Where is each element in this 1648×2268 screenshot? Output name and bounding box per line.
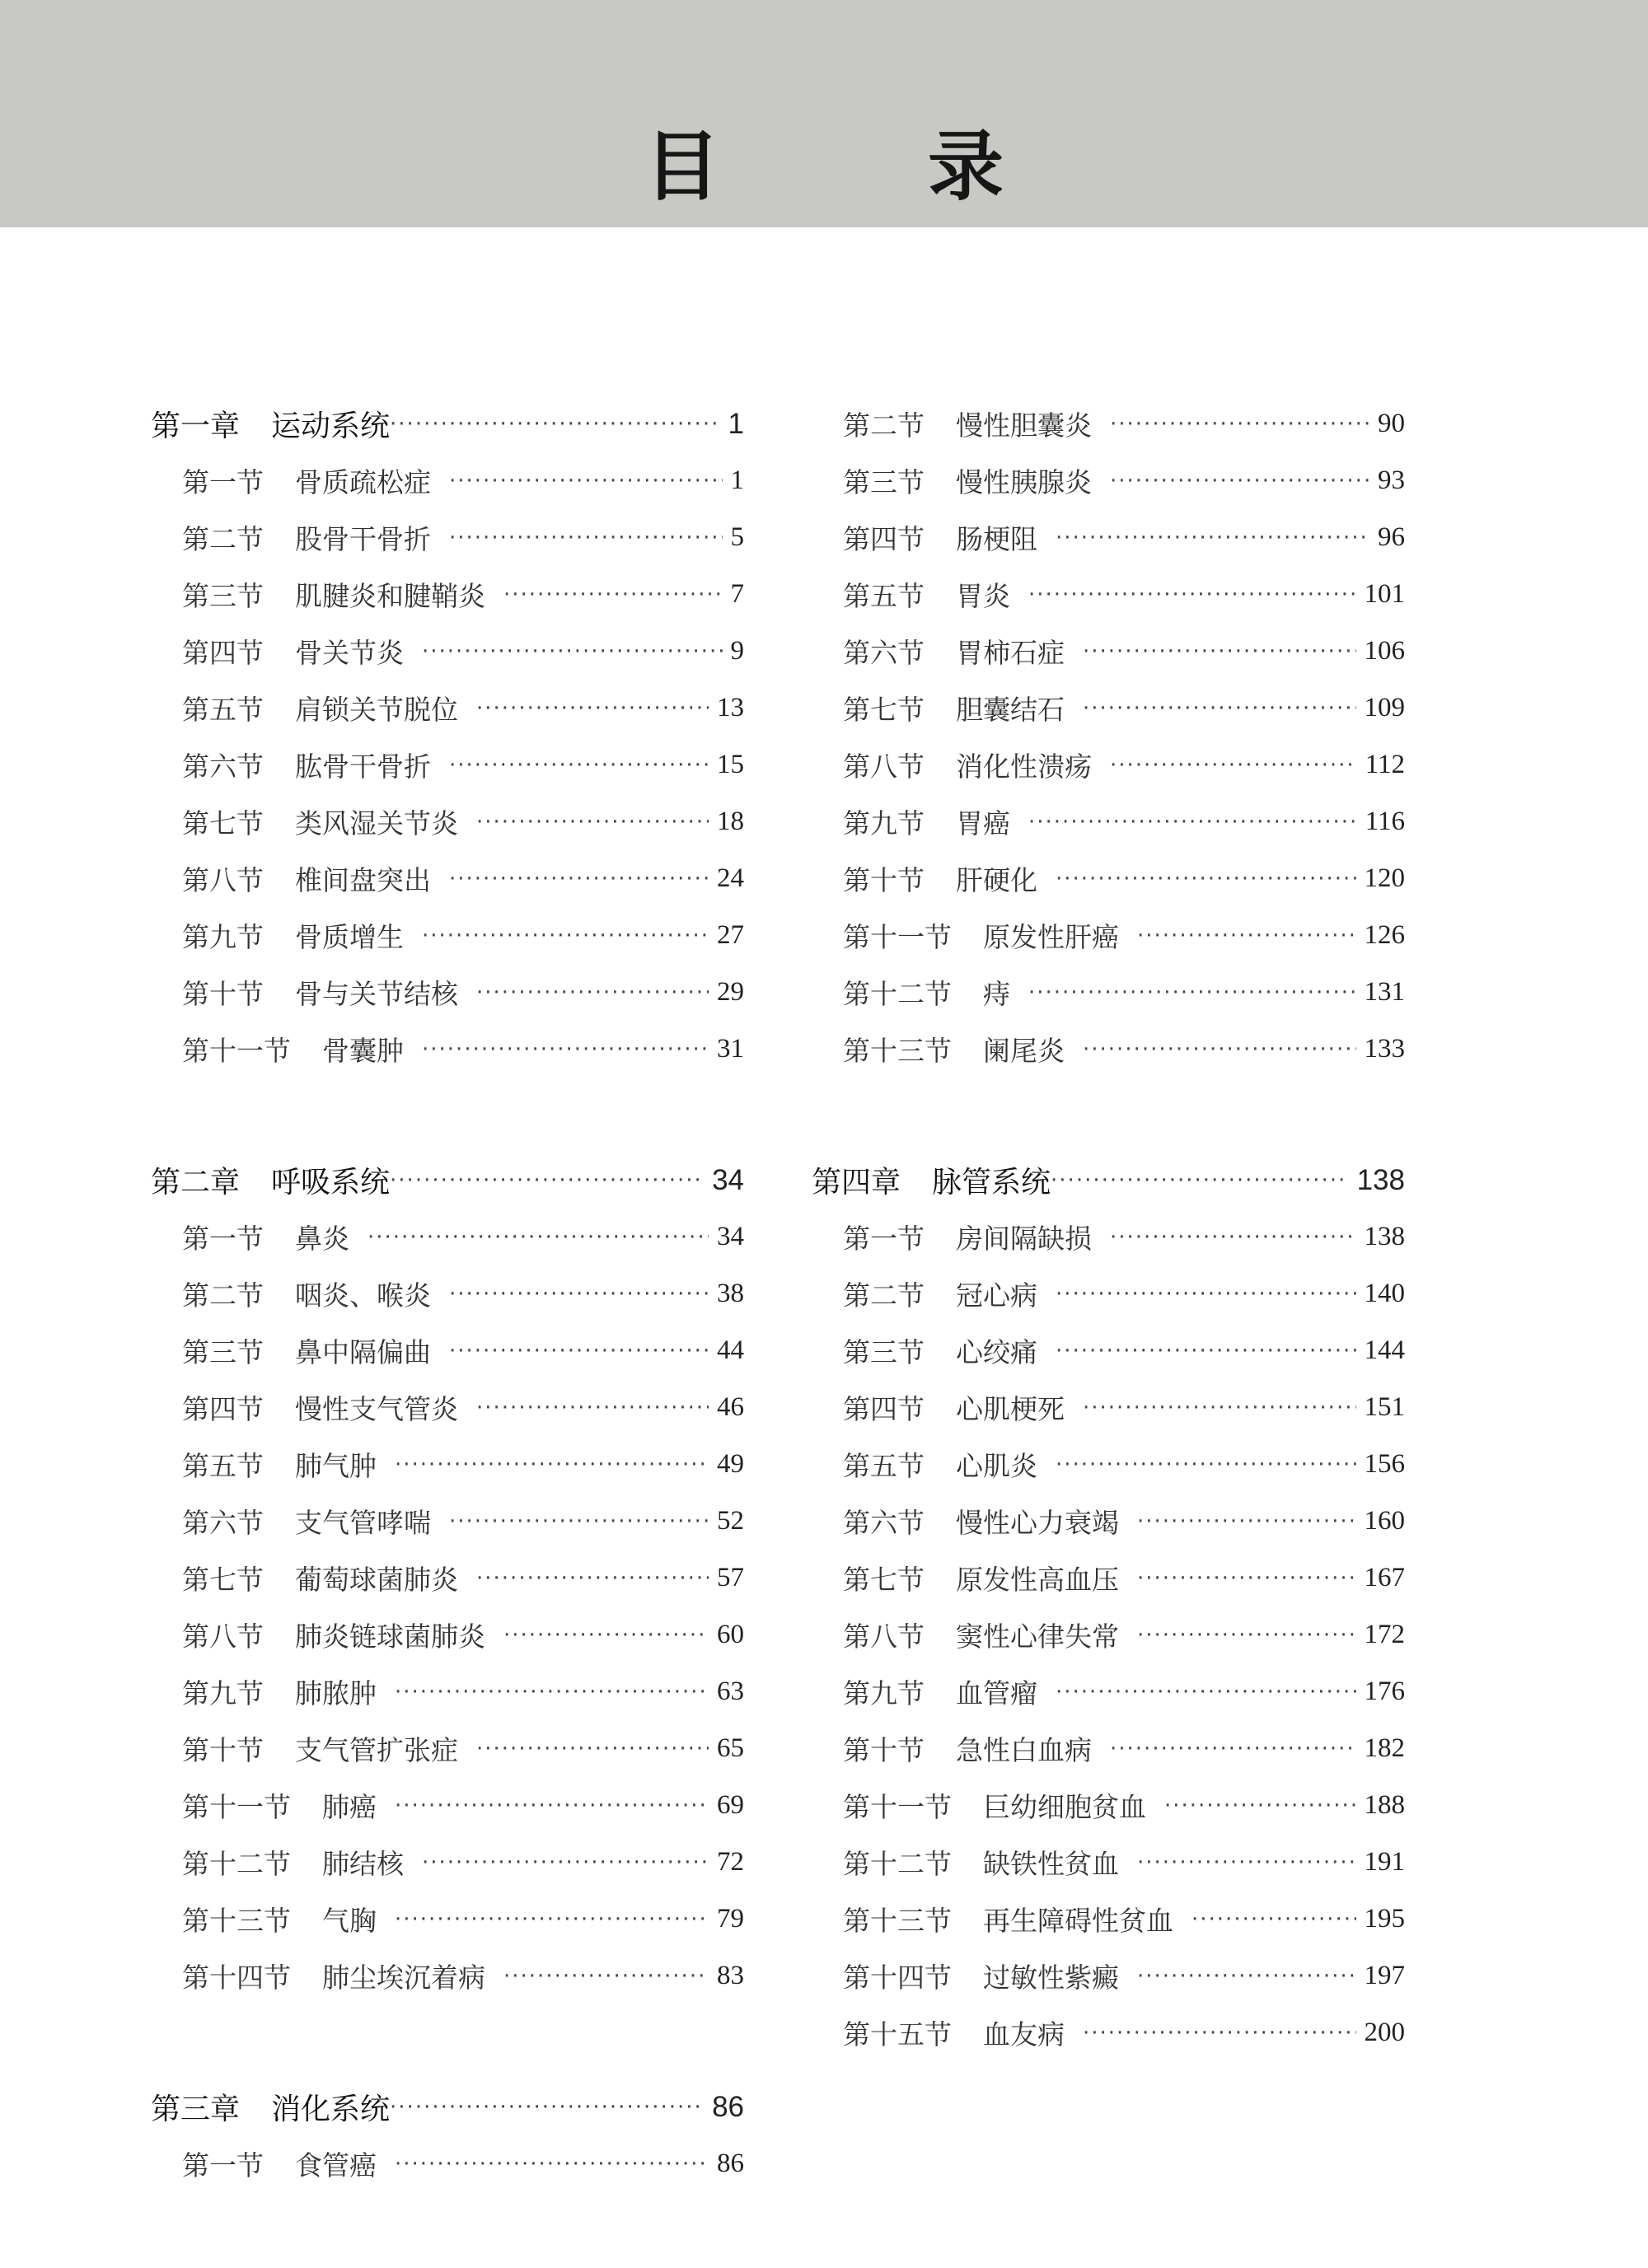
leader-dots: [449, 1282, 709, 1307]
toc-section[interactable]: [151, 1663, 744, 1720]
toc-section[interactable]: [151, 907, 744, 964]
entry-number: 第二节: [843, 1279, 925, 1312]
page-number: 109: [1364, 693, 1405, 722]
leader-dots: [1137, 1623, 1356, 1648]
entry-number: 第三章: [151, 2093, 241, 2126]
entry-number: 第八节: [182, 1620, 264, 1653]
toc-section[interactable]: [151, 1322, 744, 1379]
page-number: 83: [717, 1961, 744, 1990]
entry-number: 第三节: [182, 580, 264, 612]
entry-title: 慢性胆囊炎: [956, 409, 1092, 442]
page-number: 120: [1364, 863, 1405, 893]
toc-section[interactable]: [812, 964, 1405, 1021]
entry-title: 阑尾炎: [983, 1035, 1065, 1067]
entry-title: 鼻中隔偏曲: [295, 1336, 431, 1368]
page-number: 133: [1364, 1034, 1405, 1064]
entry-number: 第八节: [843, 1620, 925, 1653]
entry-title: 冠心病: [956, 1279, 1037, 1312]
page-number: 52: [717, 1506, 744, 1536]
entry-number: 第十一节: [182, 1791, 291, 1823]
entry-title: 窦性心律失常: [956, 1620, 1119, 1653]
entry-number: 第三节: [843, 1336, 925, 1368]
page-number: 65: [717, 1733, 744, 1763]
toc-section[interactable]: [151, 1720, 744, 1777]
leader-dots: [422, 1850, 709, 1875]
entry-title: 食管癌: [295, 2149, 377, 2181]
toc-section[interactable]: [812, 1663, 1405, 1720]
entry-number: 第二节: [182, 1279, 264, 1312]
entry-title: 胆囊结石: [956, 694, 1065, 726]
entry-title: 肺结核: [322, 1848, 404, 1880]
entry-title: 股骨干骨折: [295, 523, 431, 555]
leader-dots: [395, 1452, 709, 1477]
toc-section[interactable]: [812, 1493, 1405, 1550]
toc-section[interactable]: [812, 793, 1405, 850]
leader-dots: [1110, 1737, 1356, 1761]
leader-dots: [395, 1680, 709, 1705]
page-number: 29: [717, 977, 744, 1007]
entry-title: 心绞痛: [956, 1336, 1037, 1368]
entry-number: 第九节: [843, 807, 925, 839]
leader-dots: [449, 1509, 709, 1534]
toc-section[interactable]: [151, 793, 744, 850]
toc-section[interactable]: [812, 452, 1405, 509]
entry-title: 鼻炎: [295, 1223, 349, 1255]
entry-title: 房间隔缺损: [956, 1223, 1092, 1255]
page-number: 46: [717, 1392, 744, 1422]
entry-title: 原发性高血压: [956, 1564, 1119, 1596]
toc-section[interactable]: [151, 1777, 744, 1834]
spacer: [812, 1078, 1405, 1152]
toc-section[interactable]: [151, 452, 744, 509]
leader-dots: [476, 980, 709, 1005]
entry-title: 运动系统: [271, 409, 391, 443]
page-number: 160: [1364, 1506, 1405, 1536]
leader-dots: [1083, 639, 1356, 664]
leader-dots: [1028, 980, 1356, 1005]
entry-title: 骨质疏松症: [295, 466, 431, 498]
toc-section[interactable]: [151, 850, 744, 907]
toc-right-column: [812, 395, 1405, 2061]
leader-dots: [390, 2095, 700, 2120]
entry-title: 肺炎链球菌肺炎: [295, 1620, 485, 1653]
toc-section[interactable]: [812, 1777, 1405, 1834]
toc-section[interactable]: [151, 964, 744, 1021]
toc-section[interactable]: [812, 566, 1405, 623]
leader-dots: [390, 412, 717, 437]
entry-number: 第四节: [182, 1393, 264, 1425]
entry-title: 肱骨干骨折: [295, 751, 431, 783]
page-number: 90: [1378, 409, 1405, 438]
page-number: 86: [712, 2090, 744, 2123]
entry-title: 血管瘤: [956, 1677, 1037, 1709]
page-number: 79: [717, 1904, 744, 1934]
leader-dots: [1056, 1452, 1356, 1477]
toc-section[interactable]: [812, 1265, 1405, 1322]
entry-number: 第七节: [843, 1564, 925, 1596]
entry-title: 胃柿石症: [956, 637, 1065, 669]
leader-dots: [1110, 412, 1369, 437]
page-number: 101: [1364, 579, 1405, 609]
entry-title: 再生障碍性贫血: [983, 1905, 1173, 1937]
entry-number: 第十节: [182, 1734, 264, 1766]
entry-title: 过敏性紫癜: [983, 1962, 1119, 1994]
entry-title: 肺尘埃沉着病: [322, 1962, 485, 1994]
toc-section[interactable]: [151, 1948, 744, 2004]
leader-dots: [422, 924, 709, 948]
toc-section[interactable]: [812, 623, 1405, 680]
page-number: 49: [717, 1449, 744, 1479]
leader-dots: [1137, 1850, 1356, 1875]
leader-dots: [503, 582, 723, 607]
page-number: 69: [717, 1790, 744, 1820]
entry-title: 心肌梗死: [956, 1393, 1065, 1425]
entry-number: 第二节: [182, 523, 264, 555]
entry-title: 慢性胰腺炎: [956, 466, 1092, 498]
toc-section[interactable]: [151, 1436, 744, 1493]
page-title: 目 录: [644, 123, 1070, 211]
leader-dots: [449, 469, 723, 493]
entry-title: 骨与关节结核: [295, 978, 458, 1010]
entry-number: 第六节: [843, 637, 925, 669]
leader-dots: [449, 1339, 709, 1363]
leader-dots: [1083, 2021, 1356, 2046]
toc-section[interactable]: [151, 737, 744, 793]
toc-section[interactable]: [812, 1834, 1405, 1891]
entry-title: 肩锁关节脱位: [295, 694, 458, 726]
entry-title: 呼吸系统: [271, 1166, 391, 1199]
entry-title: 肺癌: [322, 1791, 377, 1823]
toc-section[interactable]: [151, 1209, 744, 1265]
toc-section[interactable]: [812, 395, 1405, 452]
page-number: 86: [717, 2149, 744, 2178]
entry-title: 缺铁性贫血: [983, 1848, 1119, 1880]
toc-section[interactable]: [812, 1720, 1405, 1777]
leader-dots: [1164, 1793, 1356, 1818]
entry-number: 第十四节: [182, 1962, 291, 1994]
entry-title: 椎间盘突出: [295, 864, 431, 896]
toc-chapter[interactable]: [151, 1152, 744, 1209]
leader-dots: [449, 526, 723, 550]
entry-number: 第十节: [182, 978, 264, 1010]
leader-dots: [1028, 810, 1357, 835]
toc-section[interactable]: [812, 1209, 1405, 1265]
entry-number: 第九节: [843, 1677, 925, 1709]
entry-number: 第四节: [182, 637, 264, 669]
entry-number: 第十三节: [843, 1035, 952, 1067]
entry-title: 原发性肝癌: [983, 921, 1119, 953]
entry-number: 第五节: [182, 1450, 264, 1482]
entry-number: 第一节: [182, 2149, 264, 2181]
page-number: 44: [717, 1335, 744, 1365]
toc-section[interactable]: [151, 1834, 744, 1891]
page-number: 182: [1364, 1733, 1405, 1763]
leader-dots: [1083, 696, 1356, 721]
leader-dots: [1192, 1907, 1356, 1932]
toc-chapter[interactable]: [151, 395, 744, 452]
entry-number: 第十三节: [843, 1905, 952, 1937]
leader-dots: [395, 1907, 709, 1932]
entry-number: 第一节: [843, 1223, 925, 1255]
entry-title: 骨质增生: [295, 921, 404, 953]
entry-number: 第八节: [182, 864, 264, 896]
page-number: 13: [717, 693, 744, 722]
entry-number: 第三节: [182, 1336, 264, 1368]
entry-number: 第六节: [843, 1507, 925, 1539]
entry-title: 急性白血病: [956, 1734, 1092, 1766]
page-number: 191: [1364, 1847, 1405, 1877]
toc-section[interactable]: [812, 509, 1405, 566]
toc-chapter[interactable]: [151, 2079, 744, 2135]
page-number: 112: [1365, 750, 1405, 779]
page-number: 60: [717, 1620, 744, 1649]
page-number: 72: [717, 1847, 744, 1877]
page-number: 195: [1364, 1904, 1405, 1934]
entry-title: 支气管扩张症: [295, 1734, 458, 1766]
page-number: 156: [1364, 1449, 1405, 1479]
entry-number: 第十节: [843, 1734, 925, 1766]
page-number: 96: [1378, 522, 1405, 552]
entry-number: 第二章: [151, 1166, 241, 1199]
leader-dots: [1028, 582, 1356, 607]
spacer: [151, 1078, 744, 1152]
entry-number: 第八节: [843, 751, 925, 783]
page-number: 138: [1364, 1222, 1405, 1251]
toc-section[interactable]: [812, 1436, 1405, 1493]
entry-title: 肌腱炎和腱鞘炎: [295, 580, 485, 612]
leader-dots: [1056, 1680, 1356, 1705]
toc-section[interactable]: [812, 1550, 1405, 1606]
leader-dots: [476, 810, 709, 835]
leader-dots: [476, 1396, 709, 1420]
toc-section[interactable]: [151, 1891, 744, 1948]
leader-dots: [1083, 1037, 1356, 1062]
leader-dots: [1056, 1339, 1356, 1363]
entry-number: 第七节: [182, 807, 264, 839]
page-number: 188: [1364, 1790, 1405, 1820]
toc-chapter[interactable]: [812, 1152, 1405, 1209]
toc-section[interactable]: [151, 2135, 744, 2192]
page-number: 93: [1378, 465, 1405, 495]
toc-section[interactable]: [812, 1948, 1405, 2004]
entry-number: 第五节: [182, 694, 264, 726]
toc-section[interactable]: [812, 1021, 1405, 1078]
toc-section[interactable]: [151, 1550, 744, 1606]
leader-dots: [476, 1737, 709, 1761]
leader-dots: [1110, 753, 1357, 778]
entry-title: 骨囊肿: [322, 1035, 404, 1067]
leader-dots: [368, 1225, 709, 1250]
entry-number: 第四节: [843, 1393, 925, 1425]
entry-title: 气胸: [322, 1905, 377, 1937]
entry-title: 消化性溃疡: [956, 751, 1092, 783]
leader-dots: [395, 1793, 709, 1818]
page-number: 38: [717, 1279, 744, 1308]
page-number: 5: [730, 522, 744, 552]
page-number: 144: [1364, 1335, 1405, 1365]
toc-section[interactable]: [812, 1606, 1405, 1663]
leader-dots: [1110, 469, 1369, 493]
entry-number: 第七节: [843, 694, 925, 726]
entry-number: 第一章: [151, 409, 241, 443]
entry-number: 第六节: [182, 751, 264, 783]
entry-number: 第九节: [182, 921, 264, 953]
entry-title: 类风湿关节炎: [295, 807, 458, 839]
leader-dots: [422, 639, 723, 664]
page-number: 9: [730, 636, 744, 666]
entry-title: 胃炎: [956, 580, 1010, 612]
entry-number: 第十四节: [843, 1962, 952, 1994]
entry-title: 支气管哮喘: [295, 1507, 431, 1539]
page-number: 138: [1356, 1163, 1405, 1196]
entry-number: 第十一节: [843, 1791, 952, 1823]
entry-number: 第六节: [182, 1507, 264, 1539]
toc-section[interactable]: [151, 566, 744, 623]
toc-section[interactable]: [812, 907, 1405, 964]
toc-section[interactable]: [151, 509, 744, 566]
page-number: 200: [1364, 2018, 1405, 2047]
toc-section[interactable]: [812, 1379, 1405, 1436]
entry-number: 第二节: [843, 409, 925, 442]
page-number: 27: [717, 920, 744, 950]
page-number: 151: [1364, 1392, 1405, 1422]
leader-dots: [395, 2152, 709, 2177]
toc-section[interactable]: [151, 1265, 744, 1322]
page-number: 7: [730, 579, 744, 609]
entry-number: 第五节: [843, 1450, 925, 1482]
entry-number: 第四节: [843, 523, 925, 555]
entry-title: 肝硬化: [956, 864, 1037, 896]
toc-section[interactable]: [151, 623, 744, 680]
toc-left-column: [151, 395, 744, 2192]
toc-section[interactable]: [812, 737, 1405, 793]
page-number: 106: [1364, 636, 1405, 666]
entry-number: 第十节: [843, 864, 925, 896]
toc-section[interactable]: [812, 2004, 1405, 2061]
page-number: 176: [1364, 1676, 1405, 1706]
page-number: 1: [728, 407, 744, 440]
entry-number: 第三节: [843, 466, 925, 498]
leader-dots: [1056, 1282, 1356, 1307]
entry-title: 咽炎、喉炎: [295, 1279, 431, 1312]
entry-number: 第一节: [182, 1223, 264, 1255]
page-number: 34: [712, 1163, 744, 1196]
toc-section[interactable]: [812, 680, 1405, 737]
leader-dots: [503, 1623, 709, 1648]
entry-number: 第十一节: [843, 921, 952, 953]
leader-dots: [1110, 1225, 1356, 1250]
entry-title: 痔: [983, 978, 1010, 1010]
entry-number: 第十三节: [182, 1905, 291, 1937]
entry-title: 血友病: [983, 2018, 1065, 2051]
leader-dots: [1137, 1509, 1356, 1534]
spacer: [151, 2004, 744, 2079]
page-number: 116: [1365, 807, 1405, 836]
leader-dots: [1137, 924, 1356, 948]
leader-dots: [476, 1566, 709, 1591]
page-number: 1: [730, 465, 744, 495]
page-number: 63: [717, 1676, 744, 1706]
page-number: 18: [717, 807, 744, 836]
entry-number: 第四章: [812, 1166, 901, 1199]
page-number: 15: [717, 750, 744, 779]
toc-section[interactable]: [151, 1021, 744, 1078]
page-number: 197: [1364, 1961, 1405, 1990]
page-number: 140: [1364, 1279, 1405, 1308]
entry-number: 第五节: [843, 580, 925, 612]
entry-title: 骨关节炎: [295, 637, 404, 669]
entry-title: 脉管系统: [932, 1166, 1051, 1199]
page-number: 24: [717, 863, 744, 893]
entry-number: 第十五节: [843, 2018, 952, 2051]
page-number: 126: [1364, 920, 1405, 950]
page-number: 31: [717, 1034, 744, 1064]
leader-dots: [1056, 526, 1369, 550]
page-number: 57: [717, 1563, 744, 1592]
entry-title: 消化系统: [271, 2093, 391, 2126]
entry-number: 第十二节: [843, 1848, 952, 1880]
entry-title: 巨幼细胞贫血: [983, 1791, 1146, 1823]
toc-section[interactable]: [812, 1322, 1405, 1379]
leader-dots: [476, 696, 709, 721]
page-number: 172: [1364, 1620, 1405, 1649]
entry-title: 葡萄球菌肺炎: [295, 1564, 458, 1596]
page-number: 34: [717, 1222, 744, 1251]
entry-title: 心肌炎: [956, 1450, 1037, 1482]
leader-dots: [1083, 1396, 1356, 1420]
toc-section[interactable]: [812, 1891, 1405, 1948]
entry-title: 肺脓肿: [295, 1677, 377, 1709]
toc-section[interactable]: [151, 1606, 744, 1663]
entry-number: 第七节: [182, 1564, 264, 1596]
leader-dots: [1056, 867, 1356, 891]
leader-dots: [1137, 1964, 1356, 1989]
entry-number: 第一节: [182, 466, 264, 498]
toc-section[interactable]: [151, 680, 744, 737]
entry-number: 第九节: [182, 1677, 264, 1709]
leader-dots: [1137, 1566, 1356, 1591]
page-number: 167: [1364, 1563, 1405, 1592]
entry-title: 肠梗阻: [956, 523, 1037, 555]
entry-number: 第十二节: [182, 1848, 291, 1880]
leader-dots: [390, 1168, 700, 1193]
entry-title: 慢性心力衰竭: [956, 1507, 1119, 1539]
leader-dots: [422, 1037, 709, 1062]
entry-title: 慢性支气管炎: [295, 1393, 458, 1425]
page-number: 131: [1364, 977, 1405, 1007]
toc-section[interactable]: [812, 850, 1405, 907]
entry-number: 第十二节: [843, 978, 952, 1010]
leader-dots: [1051, 1168, 1346, 1193]
entry-title: 胃癌: [956, 807, 1010, 839]
leader-dots: [449, 867, 709, 891]
toc-section[interactable]: [151, 1493, 744, 1550]
leader-dots: [503, 1964, 709, 1989]
entry-number: 第十一节: [182, 1035, 291, 1067]
entry-title: 肺气肿: [295, 1450, 377, 1482]
toc-section[interactable]: [151, 1379, 744, 1436]
leader-dots: [449, 753, 709, 778]
